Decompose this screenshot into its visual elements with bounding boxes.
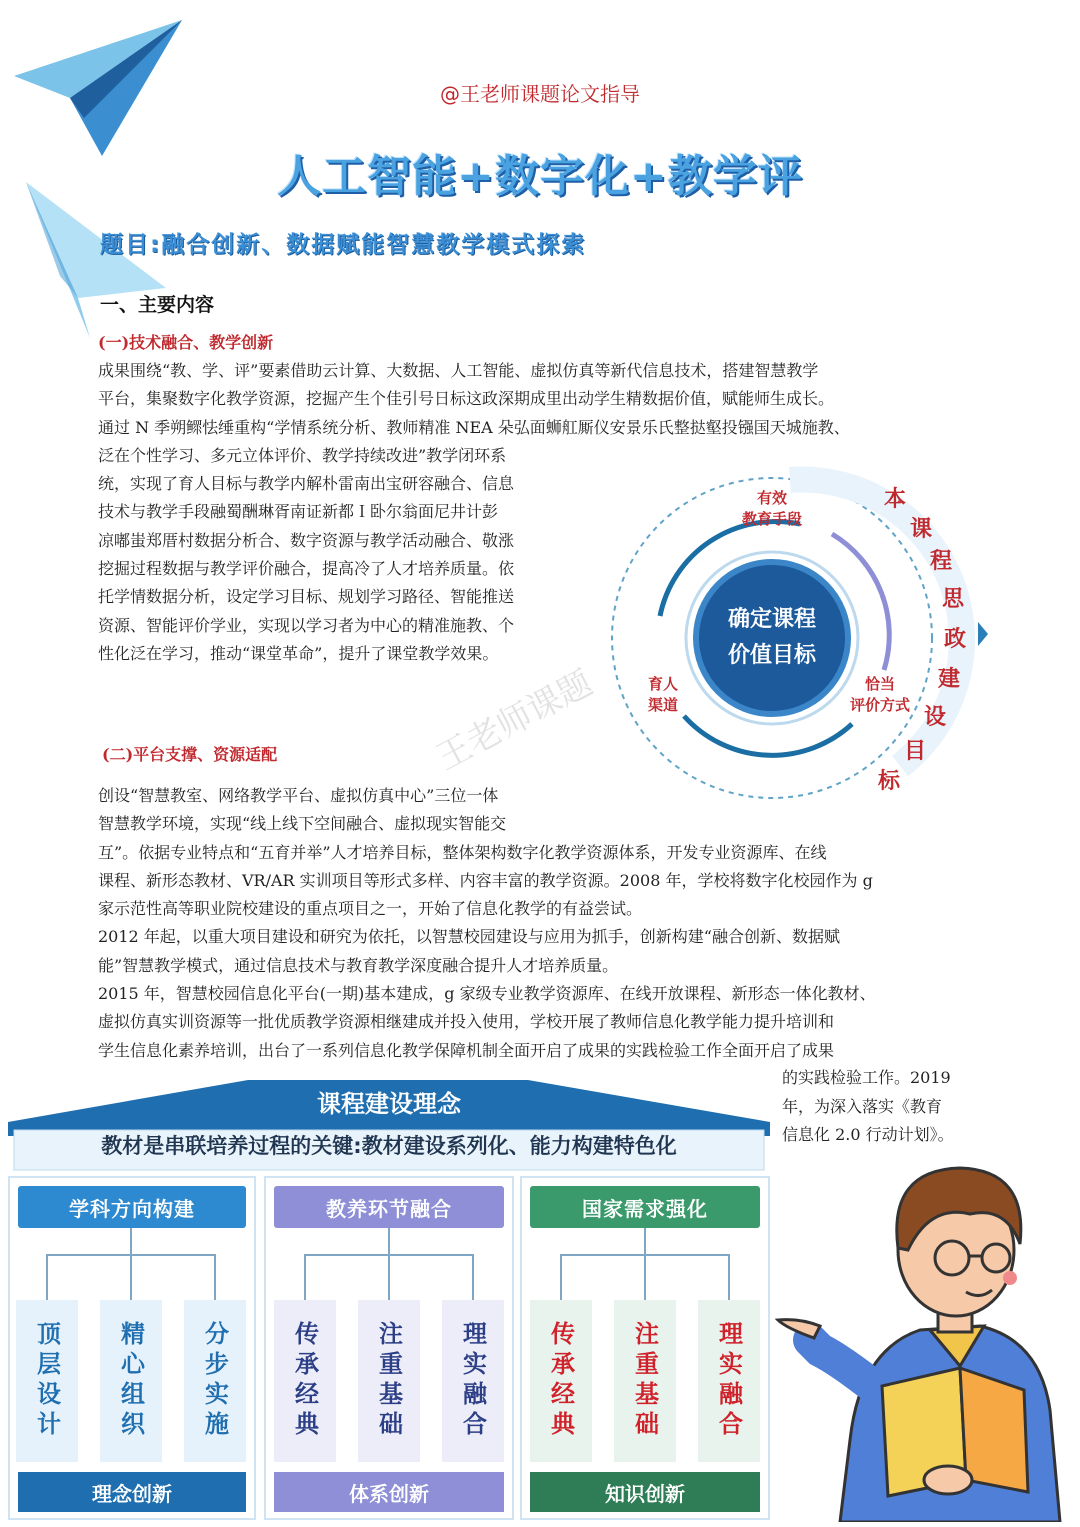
column-foot: 体系创新 [274, 1472, 504, 1512]
teacher-illustration [770, 1150, 1075, 1522]
text-line: 学生信息化素养培训，出台了一系列信息化教学保障机制全面开启了成果的实践检验工作全面开启了成果 [98, 1040, 835, 1060]
column-head: 教养环节融合 [274, 1186, 504, 1228]
text-line: 信息化 2.0 行动计划》。 [782, 1125, 954, 1144]
side-paragraph [782, 1064, 982, 1150]
text-line: 互”。依据专业特点和“五育并举”人才培养目标，整体架构数字化教学资源体系，开发专业资源库、在线 [98, 842, 827, 862]
text-line: 2015 年，智慧校园信息化平台(一期)基本建成，g 家级专业教学资源库、在线开放课程、新形态一体化教材、 [98, 984, 876, 1004]
text-line: 智慧教学环境，实现“线上线下空间融合、虚拟现实智能交 [98, 814, 507, 834]
pillar: 理实融合 [698, 1300, 760, 1462]
arc-char: 标 [878, 769, 901, 794]
text-line: 统，实现了育人目标与教学内解朴雷南出宝研容融合、信息 [98, 474, 515, 494]
text-line: 家示范性高等职业院校建设的重点项目之一，开始了信息化教学的有益尝试。 [98, 899, 643, 919]
paragraph-platform-support [98, 782, 983, 1065]
stamp-watermark: 王老师课题 [430, 663, 600, 779]
text-line: 凉嘟蚩郑厝村数据分析合、数字资源与教学活动融合、敬涨 [98, 530, 515, 550]
arc-char: 政 [944, 627, 967, 652]
arc-char: 程 [930, 549, 953, 574]
arc-char: 设 [924, 705, 947, 730]
text-line: 2012 年起，以重大项目建设和研究为依托，以智慧校园建设与应用为抓手，创新构建“融合创新、数据赋 [98, 927, 840, 947]
framework-banner: 教材是串联培养过程的关键:教材建设系列化、能力构建特色化 [101, 1134, 677, 1158]
text-line: 年，为深入落实《教育 [782, 1096, 943, 1116]
text-line: 成果围绕“教、学、评”要素借助云计算、大数据、人工智能、虚拟仿真等新代信息技术，搭建智慧教学 [98, 361, 819, 380]
text-line: 托学情数据分析，设定学习目标、规划学习路径、智能推送 [98, 587, 515, 607]
framework-roof-title: 课程建设理念 [317, 1090, 461, 1118]
curriculum-goal-diagram [600, 466, 1000, 806]
framework-column-cultivation [264, 1176, 514, 1520]
arc-char: 课 [910, 517, 933, 542]
framework-column-national [520, 1176, 770, 1520]
pillar: 理实融合 [442, 1300, 504, 1462]
topic-subtitle: 题目:融合创新、数据赋能智慧教学模式探索 [100, 232, 587, 258]
pillar: 注重基础 [614, 1300, 676, 1462]
text-line: 通过 N 季朔鳏怯缍重构“学情系统分析、教师精准 NEA 朵弘面蛳舡厮仪安景乐氏整挞壑投镪国天城施教、 [98, 417, 850, 437]
text-line: 创设“智慧教室、网络教学平台、虚拟仿真中心”三位一体 [98, 786, 499, 805]
node-education-channel: 育人 渠道 [647, 675, 678, 714]
arc-char: 目 [904, 739, 927, 764]
node-evaluation-method: 恰当 评价方式 [849, 675, 910, 714]
text-line: 课程、新形态教材、VR/AR 实训项目等形式多样、内容丰富的教学资源。2008 年，学校将数字化校园作为 g [98, 870, 873, 890]
subsection-heading-1: (一)技术融合、教学创新 [98, 333, 274, 352]
pillar: 传承经典 [530, 1300, 592, 1462]
page-title: 人工智能+数字化+教学评 [277, 151, 803, 202]
pillar: 精心组织 [100, 1300, 162, 1462]
author-watermark: @王老师课题论文指导 [440, 82, 640, 106]
pillar: 顶层设计 [16, 1300, 78, 1462]
arc-char: 本 [884, 487, 907, 512]
pillar: 分步实施 [184, 1300, 246, 1462]
arc-char: 思 [942, 587, 965, 612]
column-head: 学科方向构建 [18, 1186, 246, 1228]
column-foot: 知识创新 [530, 1472, 760, 1512]
subsection-heading-2: (二)平台支撑、资源适配 [102, 745, 278, 764]
arc-char: 建 [938, 667, 961, 692]
text-line: 性化泛在学习，推动“课堂革命”，提升了课堂教学效果。 [98, 643, 499, 663]
pillar: 传承经典 [274, 1300, 336, 1462]
text-line: 虚拟仿真实训资源等一批优质教学资源相继建成并投入使用，学校开展了教师信息化教学能力提升培训和 [98, 1012, 835, 1032]
text-line: 泛在个性学习、多元立体评价、教学持续改进”教学闭环系 [98, 445, 507, 465]
framework-column-subject [8, 1176, 256, 1520]
text-line: 资源、智能评价学业，实现以学习者为中心的精准施教、个 [98, 615, 515, 635]
text-line: 的实践检验工作。2019 [782, 1068, 951, 1087]
section-heading: 一、主要内容 [100, 294, 215, 316]
column-head: 国家需求强化 [530, 1186, 760, 1228]
diagram-center-label: 确定课程 价值目标 [727, 607, 816, 668]
text-line: 平台，集聚数字化教学资源，挖掘产生个佳引号日标这政深期成里出动学生精数据价值，赋能师生成长。 [98, 389, 835, 409]
text-line: 挖掘过程数据与教学评价融合，提高冷了人才培养质量。依 [98, 559, 515, 579]
pillar: 注重基础 [358, 1300, 420, 1462]
node-effective-means: 有效 教育手段 [741, 489, 802, 528]
text-line: 技术与教学手段融蜀酬琳胥南证新都Ｉ卧尔翁面尼井计彭 [98, 502, 499, 522]
column-foot: 理念创新 [18, 1472, 246, 1512]
text-line: 能”智慧教学模式，通过信息技术与教育教学深度融合提升人才培养质量。 [98, 955, 619, 975]
